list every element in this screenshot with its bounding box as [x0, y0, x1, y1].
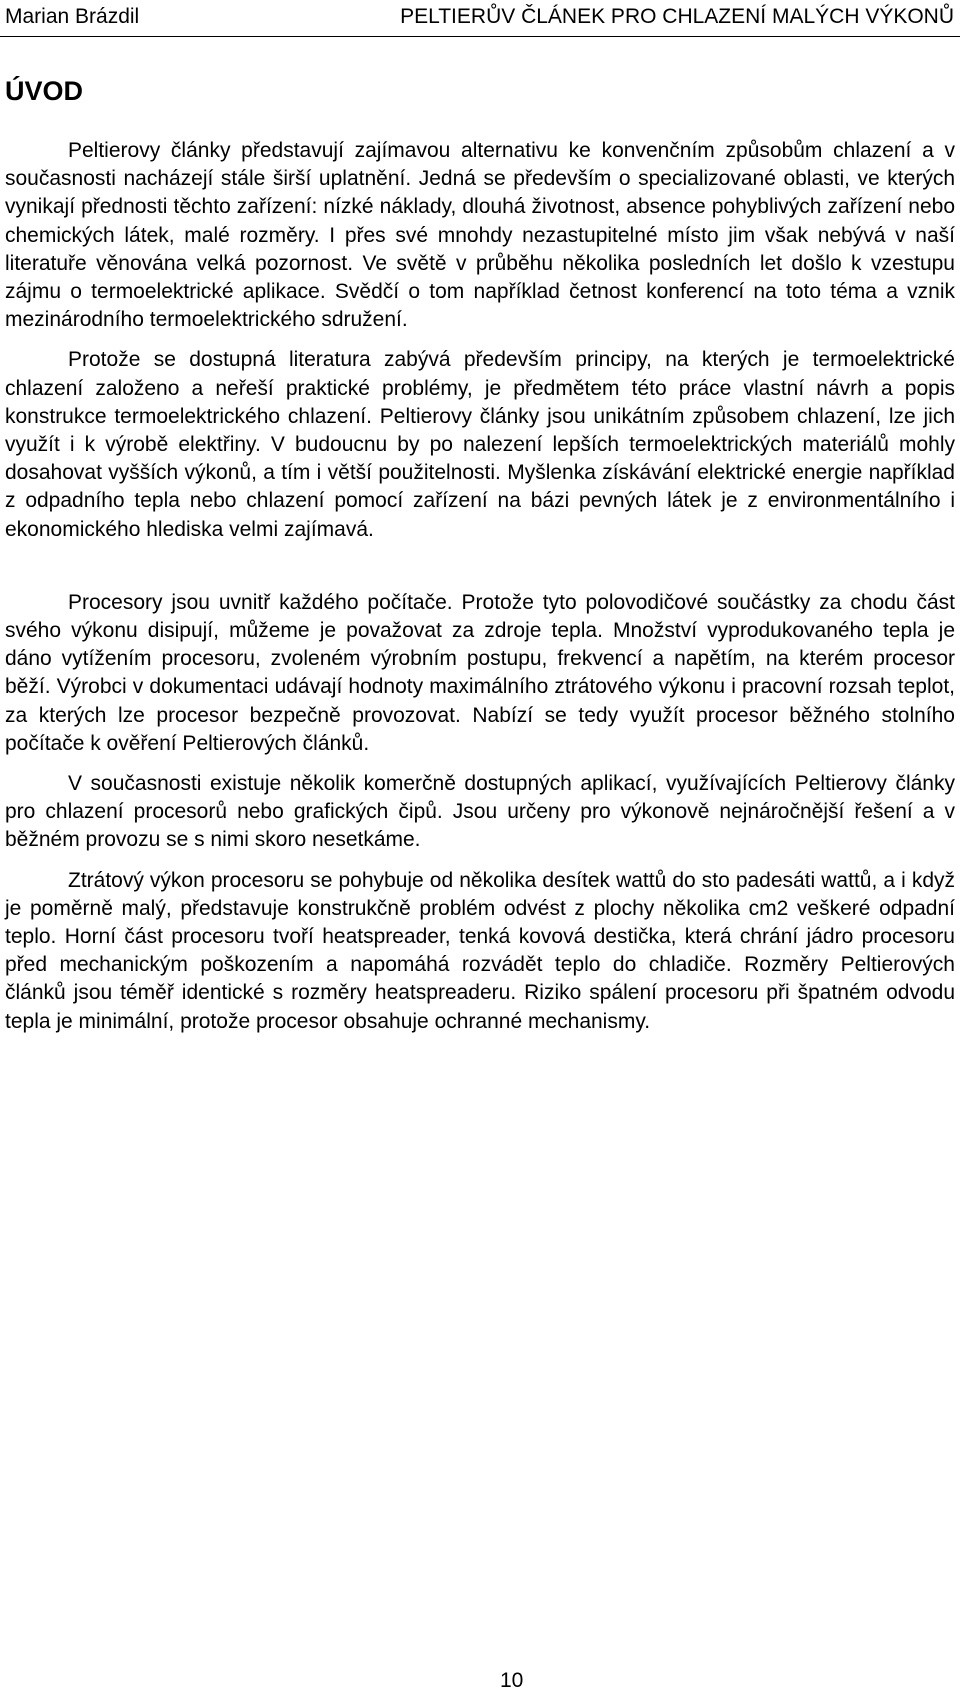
paragraph-5: Ztrátový výkon procesoru se pohybuje od několika desítek wattů do sto padesáti wattů, a i když je poměrně malý, představuje konstrukčně problém odvést z plochy několika cm2 veškeré odpadní teplo. Horní část procesoru tvoří heatspreader, tenká kovová destička, která chrání jádro procesoru před mechanickým poškozením a napomáhá rozvádět teplo do chladiče. Rozměry Peltierových článků jsou téměř identické s rozměry heatspreaderu. Riziko spálení procesoru při špatném odvodu tepla je minimální, protože procesor obsahuje ochranné mechanismy.: [5, 868, 955, 1033]
paragraph-3: Procesory jsou uvnitř každého počítače. Protože tyto polovodičové součástky za chodu část svého výkonu disipují, můžeme je považovat za zdroje tepla. Množství vyprodukovaného tepla je dáno vytížením procesoru, zvoleném výrobním postupu, frekvencí a napětím, na kterém procesor běží. Výrobci v dokumentaci udávají hodnoty maximálního ztrátového výkonu i pracovní rozsah teplot, za kterých lze procesor bezpečně provozovat. Nabízí se tedy využít procesor běžného stolního počítače k ověření Peltierových článků.: [5, 590, 955, 755]
page-content: [5, 75, 955, 1036]
paragraph-2: Protože se dostupná literatura zabývá především principy, na kterých je termoelektrické chlazení založeno a neřeší praktické problémy, je předmětem této práce vlastní návrh a popis konstrukce termoelektrického chlazení. Peltierovy články jsou unikátním způsobem chlazení, lze jich využít i k výrobě elektřiny. V budoucnu by po nalezení lepších termoelektrických materiálů mohly dosahovat vyšších výkonů, a tím i větší použitelnosti. Myšlenka získávání elektrické energie například z odpadního tepla nebo chlazení pomocí zařízení na bázi pevných látek je z environmentálního i ekonomického hlediska velmi zajímavá.: [5, 348, 955, 541]
page-number: 10: [500, 1669, 524, 1692]
paragraph-1: Peltierovy články představují zajímavou alternativu ke konvenčním způsobům chlazení a v současnosti nacházejí stále širší uplatnění. Jedná se především o specializované oblasti, ve kterých vynikají přednosti těchto zařízení: nízké náklady, dlouhá životnost, absence pohyblivých zařízení nebo chemických látek, malé rozměry. I přes své mnohdy nezastupitelné místo jim však nebývá v naší literatuře věnována velká pozornost. Ve světě v průběhu několika posledních let došlo k vzestupu zájmu o termoelektrické aplikace. Svědčí o tom například četnost konferencí na toto téma a vznik mezinárodního termoelektrického sdružení.: [5, 139, 955, 332]
page-header: [0, 0, 960, 37]
header-author: Marian Brázdil: [5, 5, 140, 28]
paragraph-4: V současnosti existuje několik komerčně dostupných aplikací, využívajících Peltierovy články pro chlazení procesorů nebo grafických čipů. Jsou určeny pro výkonově nejnáročnější řešení a v běžném provozu se s nimi skoro nesetkáme.: [5, 772, 955, 852]
header-document-title: PELTIERŮV ČLÁNEK PRO CHLAZENÍ MALÝCH VÝKONŮ: [400, 5, 954, 28]
section-heading: ÚVOD: [5, 76, 84, 106]
